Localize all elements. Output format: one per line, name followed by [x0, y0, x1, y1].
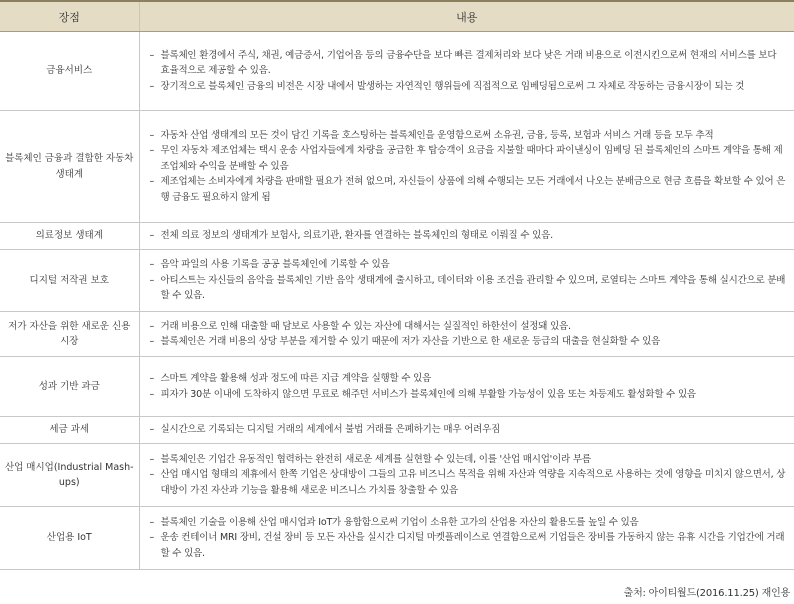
bullet-list [150, 48, 787, 94]
list-item: – 자동차 산업 생태계의 모든 것이 담긴 기록을 호스팅하는 블록체인을 운영함으로써 소유권, 금융, 등록, 보험과 서비스 거래 등을 모두 추적 [150, 128, 787, 143]
table-row [0, 357, 794, 417]
list-item: – 블록체인은 거래 비용의 상당 부분을 제거할 수 있기 때문에 저가 자산을 기반으로 한 새로운 등급의 대출을 현실화할 수 있음 [150, 334, 787, 349]
advantage-cell: 디지털 저작권 보호 [0, 250, 139, 312]
list-item: – 스마트 계약을 활용해 성과 정도에 따른 지급 계약을 실행할 수 있음 [150, 371, 787, 386]
table-row [0, 417, 794, 444]
table-header-row [0, 1, 794, 32]
table-row [0, 223, 794, 250]
content-cell [139, 312, 794, 357]
bullet-list [150, 452, 787, 498]
header-content: 내용 [139, 1, 794, 32]
table-row [0, 32, 794, 111]
bullet-list [150, 228, 787, 243]
list-item: – 아티스트는 자신들의 음악을 블록체인 기반 음악 생태계에 출시하고, 데이터와 이용 조건을 관리할 수 있으며, 로열티는 스마트 계약을 통해 실시간으로 분배할 수 있음. [150, 273, 787, 304]
content-cell [139, 250, 794, 312]
bullet-list [150, 371, 787, 402]
list-item: – 운송 컨테이너 MRI 장비, 건설 장비 등 모든 자산을 실시간 디지털 마켓플레이스로 연결함으로써 기업들은 장비를 가동하지 않는 유휴 시간을 기업간에 거래할 수 있음. [150, 530, 787, 561]
list-item: – 거래 비용으로 인해 대출할 때 담보로 사용할 수 있는 자산에 대해서는 실질적인 하한선이 설정돼 있음. [150, 319, 787, 334]
bullet-list [150, 422, 787, 437]
header-advantage: 장점 [0, 1, 139, 32]
list-item: – 산업 매시업 형태의 제휴에서 한쪽 기업은 상대방이 그들의 고유 비즈니스 목적을 위해 자산과 역량을 지속적으로 사용하는 것에 영향을 미치지 않으면서, 상대방이 가진 자산과 기능을 활용해 새로운 비즈니스 가치를 창출할 수 있음 [150, 467, 787, 498]
content-cell [139, 417, 794, 444]
content-cell [139, 507, 794, 570]
content-cell [139, 444, 794, 507]
advantage-cell: 세금 과세 [0, 417, 139, 444]
table-row [0, 444, 794, 507]
list-item: – 전체 의료 정보의 생태계가 보험사, 의료기관, 환자를 연결하는 블록체인의 형태로 이뤄질 수 있음. [150, 228, 787, 243]
source-caption: 출처: 아이티월드(2016.11.25) 재인용 [623, 588, 790, 599]
advantage-cell: 금융서비스 [0, 32, 139, 111]
advantage-cell: 산업 매시업(Industrial Mash-ups) [0, 444, 139, 507]
list-item: – 블록체인 기술을 이용해 산업 매시업과 IoT가 융합함으로써 기업이 소유한 고가의 산업용 자산의 활용도를 높일 수 있음 [150, 515, 787, 530]
list-item: – 음악 파일의 사용 기록을 공공 블록체인에 기록할 수 있음 [150, 257, 787, 272]
list-item: – 피자가 30분 이내에 도착하지 않으면 무료로 해주던 서비스가 블록체인에 의해 부활할 가능성이 있음 또는 차등제도 활성화할 수 있음 [150, 387, 787, 402]
advantage-cell: 성과 기반 과금 [0, 357, 139, 417]
list-item: – 실시간으로 기록되는 디지털 거래의 세계에서 불법 거래를 은폐하기는 매우 어려우짐 [150, 422, 787, 437]
content-cell [139, 357, 794, 417]
content-cell [139, 223, 794, 250]
list-item: – 블록체인은 기업간 유동적인 협력하는 완전히 새로운 세계를 실현할 수 있는데, 이를 '산업 매시업'이라 부름 [150, 452, 787, 467]
table-row [0, 312, 794, 357]
list-item: – 장기적으로 블록체인 금융의 비전은 시장 내에서 발생하는 자연적인 행위들에 직접적으로 임베딩됨으로써 그 자체로 작동하는 금융시장이 되는 것 [150, 79, 787, 94]
table-row [0, 250, 794, 312]
advantage-cell: 의료정보 생태계 [0, 223, 139, 250]
advantage-cell: 블록체인 금융과 결합한 자동차 생태계 [0, 111, 139, 223]
content-cell [139, 32, 794, 111]
bullet-list [150, 319, 787, 350]
bullet-list [150, 128, 787, 205]
table-row [0, 111, 794, 223]
table-row [0, 507, 794, 570]
bullet-list [150, 515, 787, 561]
list-item: – 무인 자동차 제조업체는 택시 운송 사업자들에게 차량을 공급한 후 탑승객이 요금을 지불할 때마다 파이낸싱이 임베딩 된 블록체인의 스마트 계약을 통해 제조업체와 수익을 분배할 수 있음 [150, 143, 787, 174]
advantage-cell: 저가 자산을 위한 새로운 신용 시장 [0, 312, 139, 357]
content-cell [139, 111, 794, 223]
bullet-list [150, 257, 787, 303]
list-item: – 블록체인 환경에서 주식, 채권, 예금증서, 기업어음 등의 금융수단을 보다 빠른 결제처리와 보다 낮은 거래 비용으로 이전시킨으로써 현재의 서비스를 보다 효율적으로 제공할 수 있음. [150, 48, 787, 79]
list-item: – 제조업체는 소비자에게 차량을 판매할 필요가 전혀 없으며, 자신들이 상품에 의해 수행되는 모든 거래에서 나오는 분배금으로 현금 흐름을 확보할 수 있어 은행 금융도 필요하지 않게 됨 [150, 174, 787, 205]
advantage-cell: 산업용 IoT [0, 507, 139, 570]
